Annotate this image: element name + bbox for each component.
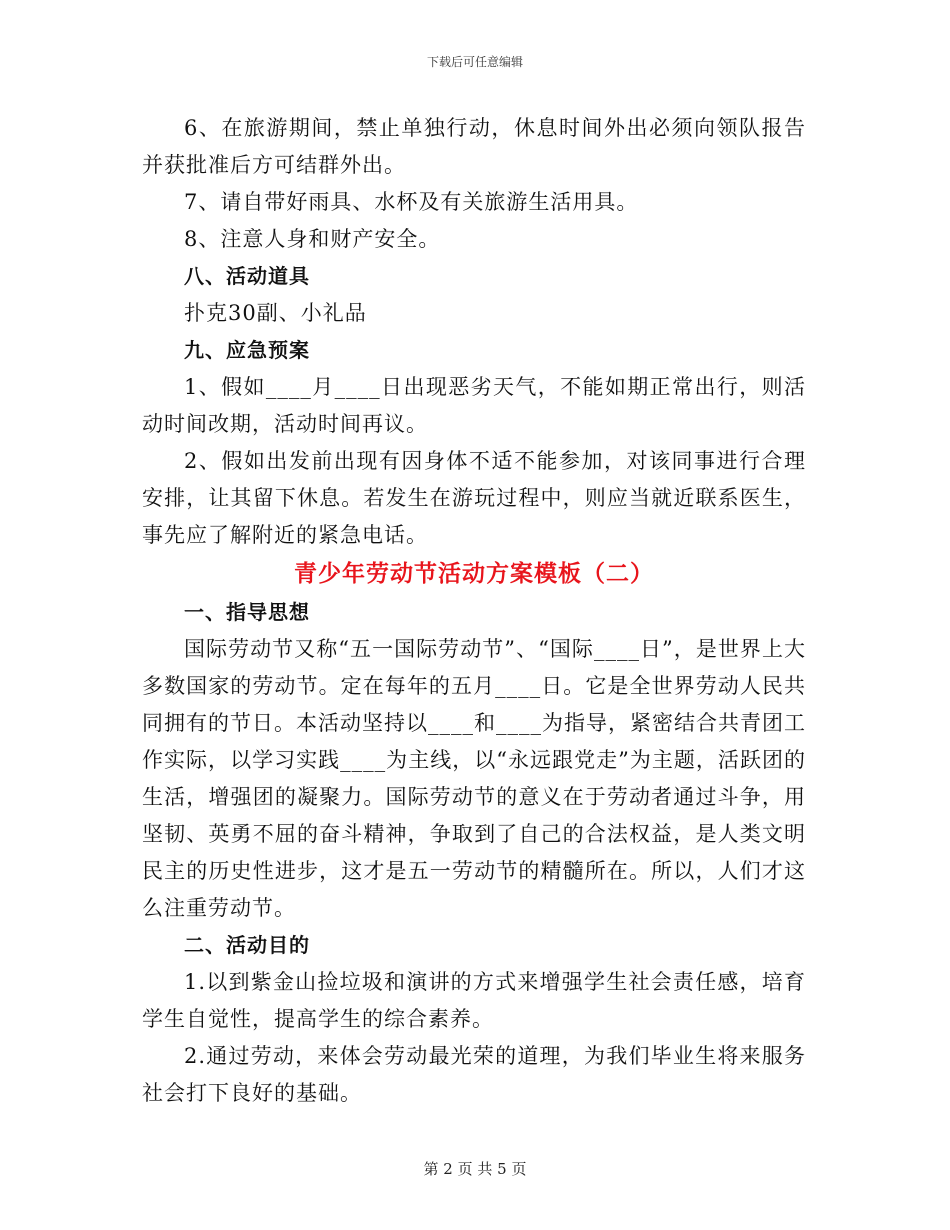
section-heading-guide: 一、指导思想 — [184, 600, 310, 624]
section-heading-goal: 二、活动目的 — [184, 933, 310, 957]
page-header: 下载后可任意编辑 — [426, 55, 523, 69]
item-6-paragraph: 6、在旅游期间，禁止单独行动，休息时间外出必须向领队报告并获批准后方可结群外出。 — [142, 116, 806, 177]
page-footer: 第 2 页 共 5 页 — [423, 1160, 527, 1178]
goal-2-paragraph: 2.通过劳动，来体会劳动最光荣的道理，为我们毕业生将来服务社会打下良好的基础。 — [142, 1044, 806, 1105]
plan-1-paragraph: 1、假如____月____日出现恶劣天气，不能如期正常出行，则活动时间改期，活动时间再议。 — [142, 375, 806, 436]
document-title: 青少年劳动节活动方案模板（二） — [294, 561, 654, 587]
guide-paragraph: 国际劳动节又称“五一国际劳动节”、“国际____日”，是世界上大多数国家的劳动节。定在每年的五月____日。它是全世界劳动人民共同拥有的节日。本活动坚持以____和____为指导，紧密结合共青团工作实际，以学习实践____为主线，以“永远跟党走”为主题，活跃团的生活，增强团的凝聚力。国际劳动节的意义在于劳动者通过斗争，用坚韧、英勇不屈的奋斗精神，争取到了自己的合法权益，是人类文明民主的历史性进步，这才是五一劳动节的精髓所在。所以，人们才这么注重劳动节。 — [142, 637, 806, 920]
item-7-paragraph: 7、请自带好雨具、水杯及有关旅游生活用具。 — [184, 190, 639, 214]
item-8-paragraph: 8、注意人身和财产安全。 — [184, 227, 441, 251]
section-heading-props: 八、活动道具 — [184, 264, 310, 288]
page-content — [142, 110, 806, 1112]
goal-1-paragraph: 1.以到紫金山捡垃圾和演讲的方式来增强学生社会责任感，培育学生自觉性，提高学生的综合素养。 — [142, 970, 806, 1031]
section-heading-emergency: 九、应急预案 — [184, 338, 310, 362]
props-paragraph: 扑克30副、小礼品 — [184, 301, 367, 325]
plan-2-paragraph: 2、假如出发前出现有因身体不适不能参加，对该同事进行合理安排，让其留下休息。若发生在游玩过程中，则应当就近联系医生，事先应了解附近的紧急电话。 — [142, 449, 806, 547]
